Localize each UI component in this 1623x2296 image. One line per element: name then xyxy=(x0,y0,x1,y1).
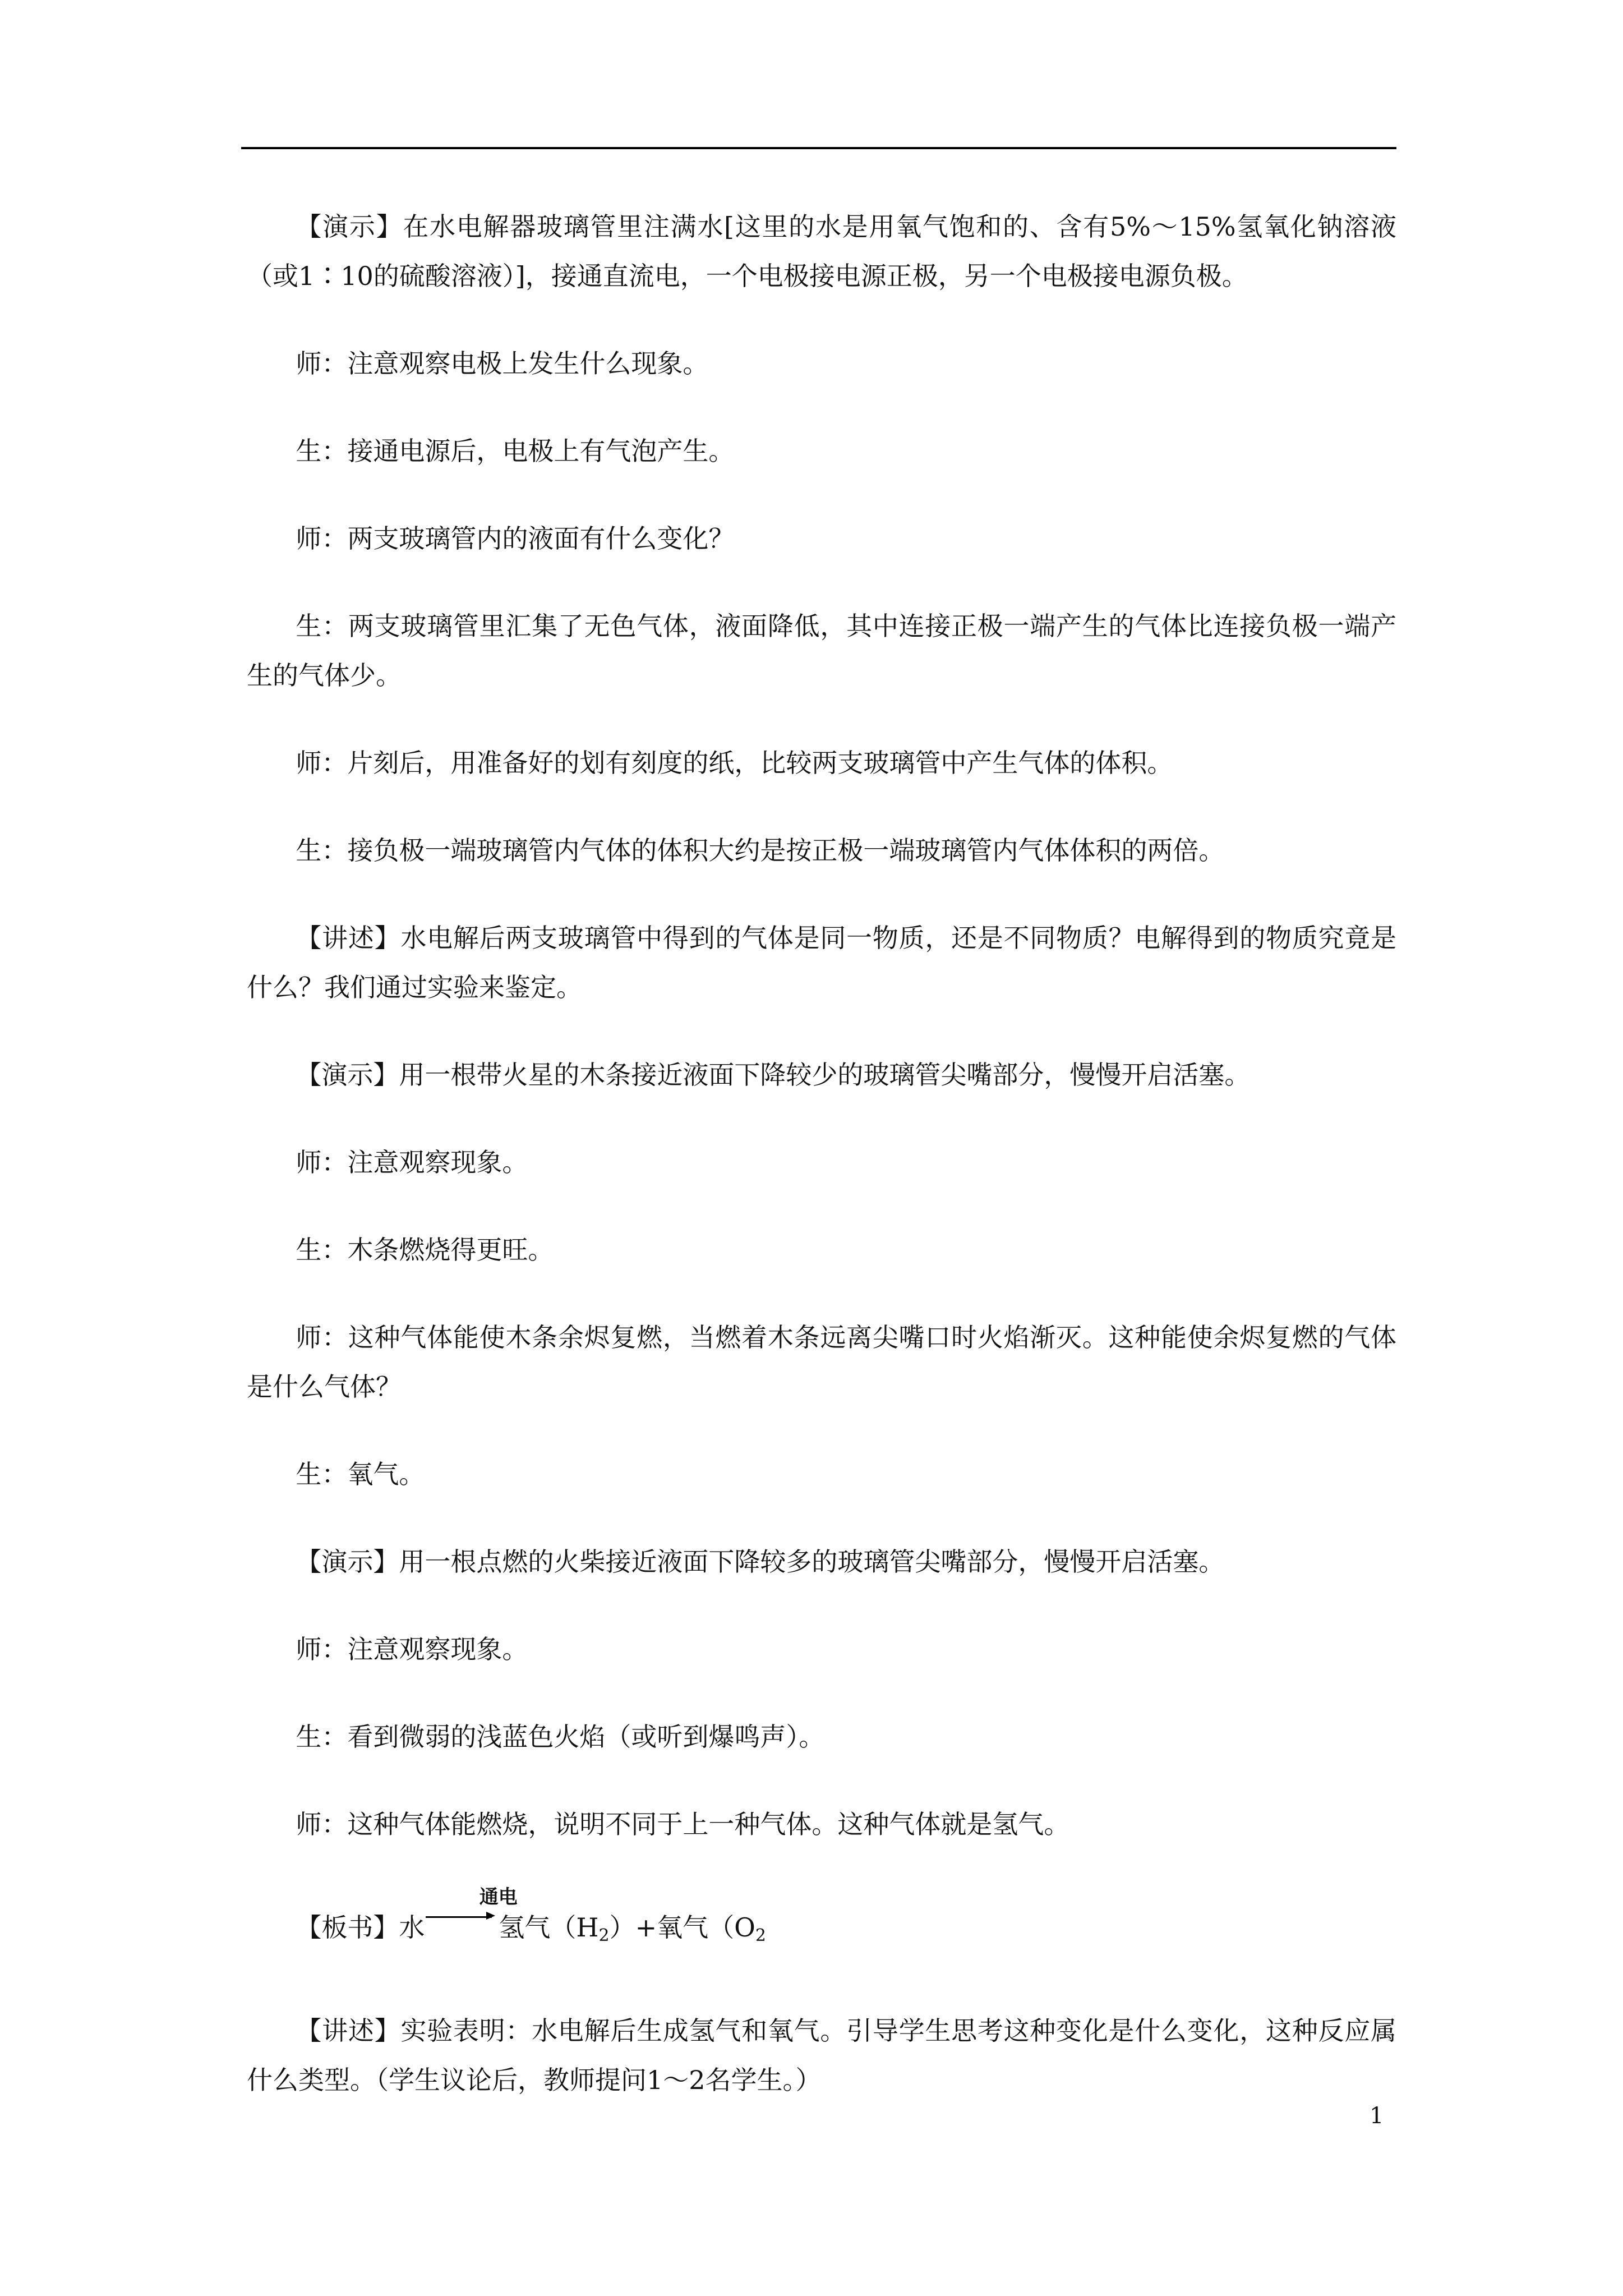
paragraph-4 xyxy=(247,514,1396,563)
paragraph-text: 师：注意观察现象。 xyxy=(296,1147,528,1177)
paragraph-11 xyxy=(247,1225,1396,1274)
arrow-head-icon xyxy=(486,1912,495,1920)
paragraph-17 xyxy=(247,1800,1396,1849)
hydrogen-subscript: 2 xyxy=(598,1926,610,1945)
paragraph-text: 用一根点燃的火柴接近液面下降较多的玻璃管尖嘴部分，慢慢开启活塞。 xyxy=(399,1547,1225,1577)
reaction-arrow xyxy=(426,1886,518,1936)
oxygen-subscript: 2 xyxy=(755,1926,766,1945)
paragraph-12 xyxy=(247,1313,1396,1411)
paragraph-16 xyxy=(247,1712,1396,1761)
paragraph-text: 生：接负极一端玻璃管内气体的体积大约是按正极一端玻璃管内气体体积的两倍。 xyxy=(296,835,1225,866)
document-body xyxy=(247,202,1396,2143)
board-tag: 【板书】 xyxy=(296,1912,399,1943)
paragraph-2 xyxy=(247,339,1396,388)
header-rule xyxy=(241,147,1396,149)
paragraph-text: 师：片刻后，用准备好的划有刻度的纸，比较两支玻璃管中产生气体的体积。 xyxy=(296,748,1173,778)
paragraph-text: 师：这种气体能燃烧，说明不同于上一种气体。这种气体就是氢气。 xyxy=(296,1809,1070,1839)
paragraph-final xyxy=(247,2006,1396,2105)
paragraph-text: 生：木条燃烧得更旺。 xyxy=(296,1235,554,1265)
board-formula xyxy=(247,1886,1396,1952)
paragraph-tag: 【讲述】 xyxy=(296,2016,401,2046)
reaction-condition: 通电 xyxy=(479,1886,518,1908)
paragraph-6 xyxy=(247,738,1396,788)
paragraph-text: 师：注意观察现象。 xyxy=(296,1634,528,1664)
paragraph-text: 生：看到微弱的浅蓝色火焰（或听到爆鸣声）。 xyxy=(296,1722,825,1752)
paragraph-3 xyxy=(247,426,1396,476)
paragraph-tag: 【讲述】 xyxy=(296,923,401,953)
formula-product-hydrogen: 氢气（H xyxy=(499,1912,599,1943)
paragraph-text: 用一根带火星的木条接近液面下降较少的玻璃管尖嘴部分，慢慢开启活塞。 xyxy=(399,1060,1251,1090)
paragraph-tag: 【演示】 xyxy=(296,211,403,242)
arrow-line xyxy=(426,1916,492,1918)
paragraph-15 xyxy=(247,1625,1396,1674)
formula-product-oxygen: 氧气（O xyxy=(657,1912,755,1943)
paragraph-text: 生：接通电源后，电极上有气泡产生。 xyxy=(296,436,735,466)
paragraph-text: 实验表明：水电解后生成氢气和氧气。引导学生思考这种变化是什么变化，这种反应属什么类型。（学生议论后，教师提问1～2名学生。） xyxy=(247,2016,1397,2095)
paragraph-10 xyxy=(247,1138,1396,1187)
paragraph-text: 师：这种气体能使木条余烬复燃，当燃着木条远离尖嘴口时火焰渐灭。这种能使余烬复燃的气体是什么气体？ xyxy=(247,1322,1396,1402)
paragraph-text: 师：注意观察电极上发生什么现象。 xyxy=(296,348,709,379)
formula-product-hydrogen-end: ） xyxy=(609,1912,635,1943)
paragraph-9 xyxy=(247,1050,1396,1099)
paragraph-14 xyxy=(247,1537,1396,1586)
paragraph-8 xyxy=(247,913,1396,1012)
formula-reactant: 水 xyxy=(399,1912,425,1943)
paragraph-text: 师：两支玻璃管内的液面有什么变化？ xyxy=(296,523,735,554)
paragraph-tag: 【演示】 xyxy=(296,1547,399,1577)
paragraph-tag: 【演示】 xyxy=(296,1060,399,1090)
paragraph-text: 在水电解器玻璃管里注满水[这里的水是用氧气饱和的、含有5%～15%氢氧化钠溶液（或1∶10的硫酸溶液）]，接通直流电，一个电极接电源正极，另一个电极接电源负极。 xyxy=(247,211,1396,291)
paragraph-text: 生：两支玻璃管里汇集了无色气体，液面降低，其中连接正极一端产生的气体比连接负极一端产生的气体少。 xyxy=(247,611,1396,691)
paragraph-7 xyxy=(247,826,1396,875)
paragraph-text: 生：氧气。 xyxy=(296,1459,425,1489)
formula-plus: + xyxy=(635,1912,657,1943)
paragraph-13 xyxy=(247,1450,1396,1499)
page-number: 1 xyxy=(1370,2103,1384,2129)
paragraph-5 xyxy=(247,601,1396,700)
paragraph-text: 水电解后两支玻璃管中得到的气体是同一物质，还是不同物质？电解得到的物质究竟是什么？我们通过实验来鉴定。 xyxy=(247,923,1397,1002)
paragraph-1 xyxy=(247,202,1396,301)
